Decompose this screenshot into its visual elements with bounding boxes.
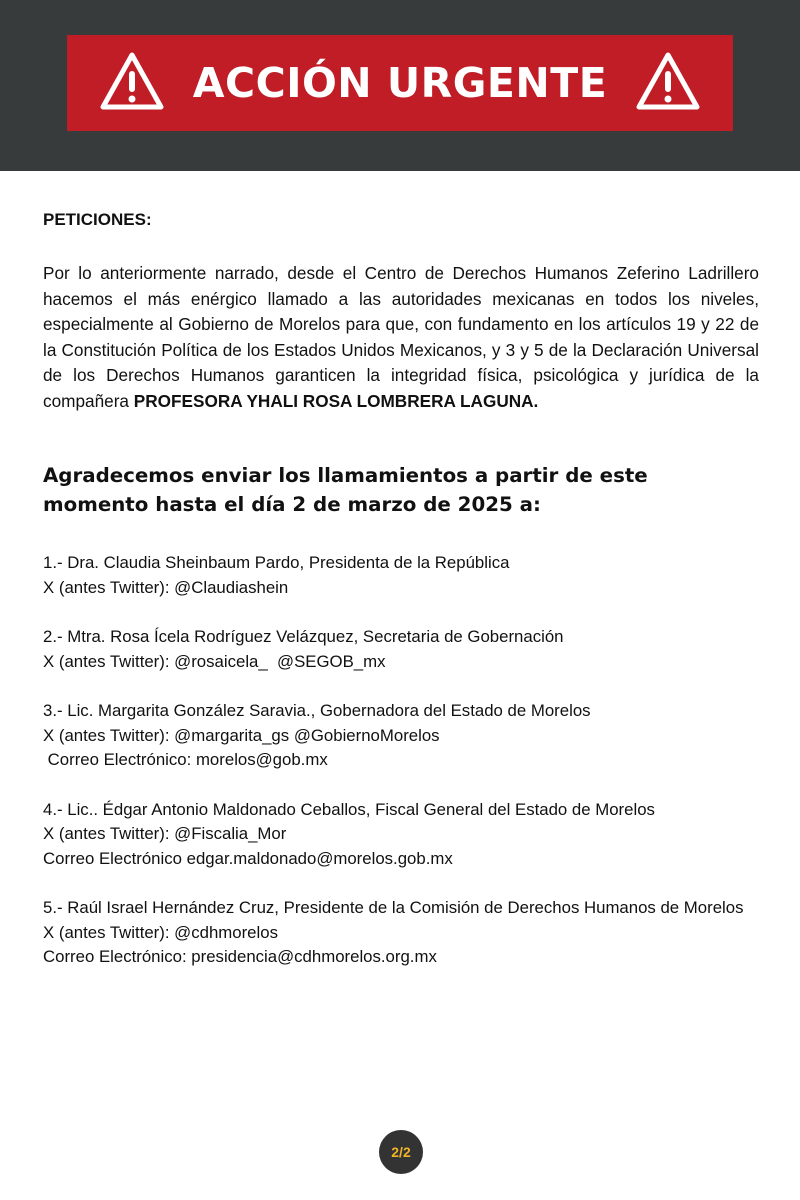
petitions-paragraph xyxy=(43,261,759,414)
contact-email: Correo Electrónico: morelos@gob.mx xyxy=(43,750,328,769)
contact-name: 2.- Mtra. Rosa Ícela Rodríguez Velázquez, Secretaria de Gobernación xyxy=(43,627,564,646)
petitions-label: PETICIONES: xyxy=(43,210,152,229)
banner-title: ACCIÓN URGENTE xyxy=(192,59,608,107)
contact-twitter: X (antes Twitter): @margarita_gs @GobiernoMorelos xyxy=(43,725,440,745)
contact-item xyxy=(43,798,759,872)
page-indicator: 2/2 xyxy=(379,1130,423,1174)
contact-item xyxy=(43,699,759,773)
urgent-action-banner xyxy=(67,35,733,131)
contact-item xyxy=(43,551,759,600)
appeal-instructions-heading: Agradecemos enviar los llamamientos a partir de este momento hasta el día 2 de marzo de 2025 a: xyxy=(43,464,648,516)
contact-item xyxy=(43,625,759,674)
contact-twitter: X (antes Twitter): @Fiscalia_Mor xyxy=(43,824,287,843)
header-bar xyxy=(0,0,800,171)
contact-email: Correo Electrónico: presidencia@cdhmorelos.org.mx xyxy=(43,947,437,966)
contacts-list xyxy=(43,551,759,995)
contact-name: 5.- Raúl Israel Hernández Cruz, Presidente de la Comisión de Derechos Humanos de Morelos xyxy=(43,898,744,917)
contact-item xyxy=(43,896,759,970)
contact-name: 1.- Dra. Claudia Sheinbaum Pardo, Presidenta de la República xyxy=(43,553,510,572)
petitions-text: Por lo anteriormente narrado, desde el Centro de Derechos Humanos Zeferino Ladrillero hacemos el más enérgico llamado a las autoridades mexicanas en todos los niveles, especialmente al Gobierno de Morelos para que, con fundamento en los artículos 19 y 22 de la Constitución Política de los Estados Unidos Mexicanos, y 3 y 5 de la Declaración Universal de los Derechos Humanos garanticen la integridad física, psicológica y jurídica de la compañera xyxy=(43,263,759,411)
contact-twitter: X (antes Twitter): @Claudiashein xyxy=(43,577,289,597)
contact-name: 4.- Lic.. Édgar Antonio Maldonado Ceballos, Fiscal General del Estado de Morelos xyxy=(43,799,655,819)
contact-name: 3.- Lic. Margarita González Saravia., Gobernadora del Estado de Morelos xyxy=(43,701,591,720)
warning-triangle-icon xyxy=(636,51,700,111)
petitioned-person-name: PROFESORA YHALI ROSA LOMBRERA LAGUNA. xyxy=(133,390,539,411)
contact-twitter: X (antes Twitter): @rosaicela_ @SEGOB_mx xyxy=(43,651,386,671)
warning-triangle-icon xyxy=(100,51,164,111)
contact-email: Correo Electrónico edgar.maldonado@morelos.gob.mx xyxy=(43,848,453,868)
contact-twitter: X (antes Twitter): @cdhmorelos xyxy=(43,922,278,942)
